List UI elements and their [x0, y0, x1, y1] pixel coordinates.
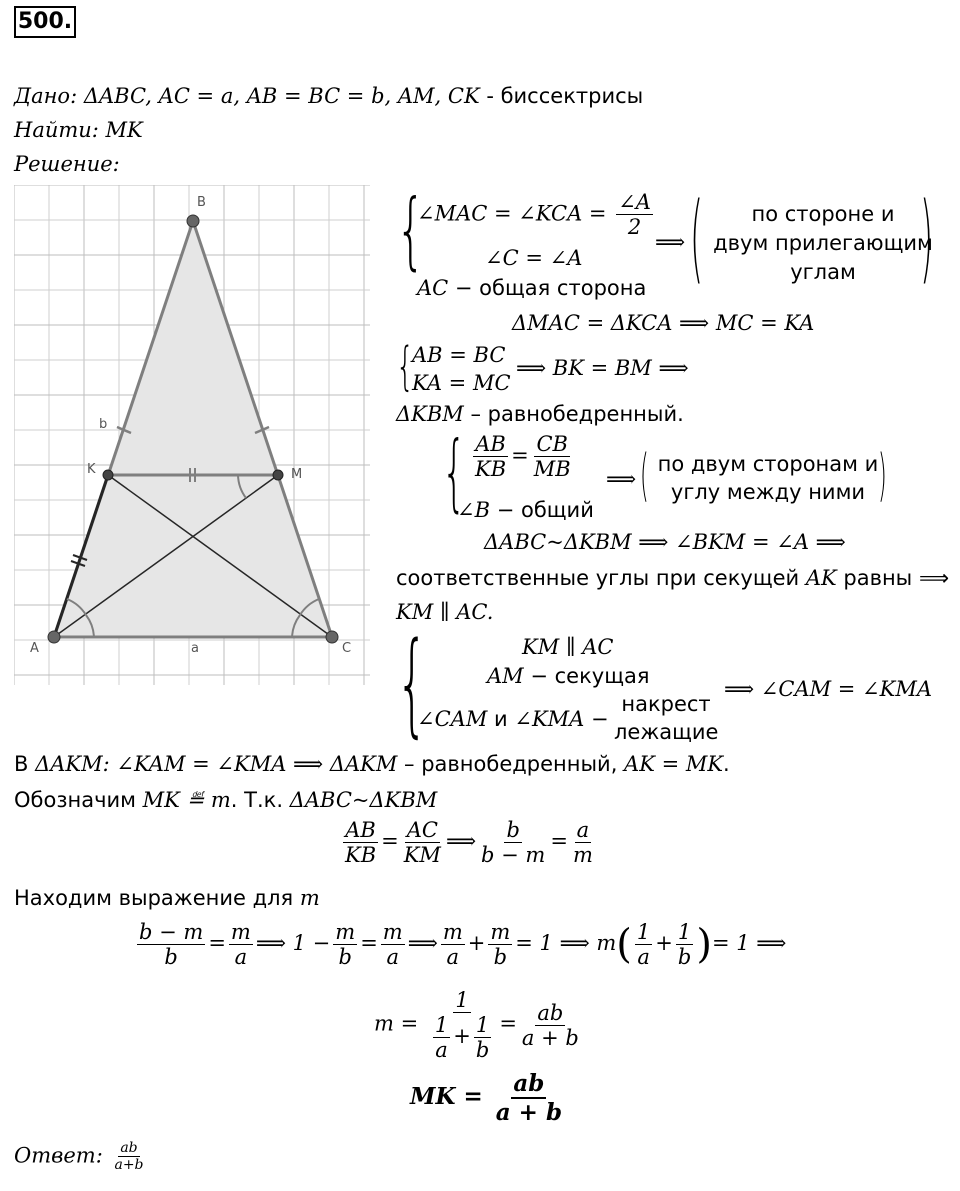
find-text: : MK: [91, 118, 143, 142]
step5-fractions: [470, 432, 576, 481]
step10-t3: .: [723, 752, 730, 776]
label-b: B: [197, 195, 206, 210]
step7-t: соответственные углы при секущей: [396, 566, 806, 590]
final-result: [410, 1070, 567, 1126]
step9-result: ⟹ ∠CAM = ∠KMA: [724, 677, 933, 701]
step1-reason-line1: по стороне и: [751, 202, 895, 226]
step14-frac4-num: m: [382, 920, 403, 944]
vertex-c: [326, 631, 338, 643]
final-result-den: a + b: [495, 1099, 563, 1126]
vertex-k: [103, 470, 113, 480]
step15-frac-a: [433, 1013, 450, 1062]
step5-line2-m: ∠B: [457, 498, 491, 522]
answer-label: Ответ:: [14, 1143, 103, 1168]
step12: [340, 818, 598, 867]
step9-line3-t: и: [487, 707, 515, 731]
step15-main-frac: [428, 988, 496, 1062]
label-k: K: [87, 462, 96, 477]
step14-frac3: [333, 920, 357, 969]
step15-frac-b: [474, 1013, 491, 1062]
step3-result: ⟹ BK = BM ⟹: [516, 356, 689, 380]
step5-eq: =: [511, 443, 529, 468]
step6: ΔABC~ΔKBM ⟹ ∠BKM = ∠A ⟹: [484, 530, 846, 554]
step14-frac4-den: a: [386, 945, 400, 969]
step14-frac3-num: m: [335, 920, 356, 944]
step11-m3: ΔABC~ΔKBM: [289, 788, 438, 812]
given-suffix: - биссектрисы: [479, 84, 644, 108]
step1-frac: [616, 190, 653, 239]
step15-rhs-den: a + b: [521, 1025, 579, 1050]
given-label: Дано: [14, 84, 71, 108]
step8: KM ∥ AC.: [396, 600, 494, 624]
step15-main-den: $\frac{1}{a}$ + $\frac{1}{b}$: [434, 1013, 490, 1062]
step14-frac1-num: b − m: [139, 920, 204, 944]
step1-line1: [417, 190, 656, 239]
paren-close-step5: ): [878, 443, 887, 508]
step5-line2-t: − общий: [490, 498, 594, 522]
step14-one-minus: ⟹ 1 −: [255, 931, 331, 955]
label-side-b: b: [99, 417, 108, 432]
brace-step1: {: [396, 181, 426, 279]
step15-lhs: m =: [374, 1011, 419, 1036]
paren-open-step1: (: [690, 182, 704, 294]
given-line: [14, 84, 643, 108]
step14-end: = 1 ⟹: [711, 931, 787, 955]
step9-line1: KM ∥ AC: [522, 635, 614, 659]
step1-line2: ∠C = ∠A: [485, 246, 583, 270]
vertex-a: [48, 631, 60, 643]
final-result-frac: [494, 1070, 564, 1126]
step14-frac6: [488, 920, 512, 969]
step12-arrow: ⟹: [445, 829, 477, 853]
step12-frac3-num: b: [506, 818, 520, 842]
step1-frac-num: ∠A: [618, 190, 651, 214]
step5-frac2: [532, 432, 573, 481]
step14-frac2-den: a: [234, 945, 248, 969]
step13-t: Находим выражение для: [14, 886, 300, 910]
final-result-lhs: MK =: [410, 1083, 483, 1110]
brace-step9: {: [396, 619, 429, 749]
step14-frac3-den: b: [338, 945, 352, 969]
step15-main-num: 1: [455, 988, 469, 1012]
step7: [396, 566, 949, 590]
step14-frac7-den: a: [637, 945, 650, 969]
step14-frac5-den: a: [446, 945, 460, 969]
paren-open-step5: (: [640, 443, 649, 508]
step7-m: AK: [805, 566, 837, 590]
label-a: A: [30, 641, 39, 656]
step13-m: m: [299, 886, 320, 910]
step15-frac-a-num: 1: [434, 1013, 449, 1037]
step5-arrow: ⟹: [606, 467, 637, 491]
step2: ΔMAC = ΔKCA ⟹ MC = KA: [512, 311, 815, 335]
step1-line3-m: AC: [417, 276, 449, 300]
step15-frac-b-den: b: [475, 1038, 490, 1062]
step12-frac2-den: KM: [403, 843, 441, 867]
step13: [14, 886, 320, 910]
step15-frac-a-den: a: [435, 1038, 448, 1062]
step5-reason-line2: углу между ними: [670, 480, 866, 504]
answer-line: [14, 1140, 149, 1173]
step10-m3: AK = MK: [624, 752, 724, 776]
answer-den: a+b: [114, 1157, 144, 1173]
answer-num: ab: [120, 1140, 138, 1156]
step1-reason: [708, 200, 938, 287]
step12-eq2: =: [550, 829, 568, 853]
step4: [396, 402, 684, 426]
step14: $\frac{b - m}{b}$ = $\frac{m}{a}$ ⟹ 1 − $\frac{m}{b}$ = $\frac{m}{a}$ ⟹ $\frac{m}{a}$ + $\frac{m}{b}$ = 1 ⟹ m( $\frac{1}{a}$ + $\frac{1}{b}$ )= 1 ⟹: [139, 920, 787, 969]
step5-frac2-num: CB: [536, 432, 568, 456]
step11-t1: Обозначим: [14, 788, 143, 812]
step14-frac5-num: m: [442, 920, 463, 944]
given-text: : ΔABC, AC = a, AB = BC = b, AM, CK: [70, 84, 480, 108]
step4-m: ΔKBM: [396, 402, 464, 426]
step4-t: – равнобедренный.: [463, 402, 684, 426]
step14-frac8-num: 1: [677, 920, 692, 944]
label-m: M: [291, 467, 303, 482]
step15-rhs-frac: [520, 1001, 581, 1050]
step9-line2-t: − секущая: [523, 664, 650, 688]
step11-m1: MK: [142, 788, 180, 812]
step9-line3-m2: ∠KMA: [514, 707, 585, 731]
label-side-a: a: [191, 641, 199, 656]
step11-def-sym: ≝: [186, 788, 205, 812]
answer-frac: [112, 1140, 145, 1173]
step1-reason-line3: углам: [790, 260, 856, 284]
step10-m2: : ∠KAM = ∠KMA ⟹ ΔAKM: [102, 752, 398, 776]
step11-m2: m: [210, 788, 231, 812]
step9-line2-m: AM: [487, 664, 524, 688]
step9-line2: [487, 664, 649, 688]
step12-frac4-den: m: [572, 843, 593, 867]
step12-eq1: =: [381, 829, 399, 853]
step1-line1-left: ∠MAC = ∠KCA =: [417, 201, 607, 226]
step14-frac5: [441, 920, 465, 969]
step1-line3: [417, 276, 646, 300]
step14-eq1: = 1 ⟹ m: [515, 931, 617, 955]
step12-frac3-den: b − m: [481, 843, 546, 867]
vertex-b: [187, 215, 199, 227]
step1-arrow: ⟹: [655, 230, 686, 254]
step5-reason-line1: по двум сторонам и: [657, 452, 879, 476]
step9-note-line1: накрест: [621, 692, 711, 716]
find-label: Найти: [14, 118, 92, 142]
triangle-figure: [14, 185, 370, 685]
step5-frac1-den: KB: [475, 457, 507, 481]
step9-line3-m1: ∠CAM: [417, 707, 488, 731]
find-line: [14, 118, 143, 142]
step12-frac2: [402, 818, 443, 867]
step10-m1: ΔAKM: [35, 752, 103, 776]
step14-frac7-num: 1: [636, 920, 651, 944]
step5-line2: [457, 498, 594, 522]
step11: [14, 788, 437, 812]
label-c: C: [342, 641, 352, 656]
step10-t1: В: [14, 752, 36, 776]
step15: m = 1 $\frac{1}{a}$ + $\frac{1}{b}$ = $\frac{ab}{a + b}$: [374, 988, 579, 1062]
step12-frac2-num: AC: [406, 818, 438, 842]
vertex-m: [273, 470, 283, 480]
step5-frac1-num: AB: [475, 432, 506, 456]
step5-frac2-den: MB: [533, 457, 571, 481]
step14-frac8: [676, 920, 693, 969]
step12-frac3: [479, 818, 547, 867]
step14-frac6-num: m: [490, 920, 511, 944]
paren-close-step1: ): [920, 182, 934, 294]
step1-reason-line2: двум прилегающим: [713, 231, 933, 255]
brace-step3: {: [396, 337, 415, 397]
step11-t2: . Т.к.: [230, 788, 290, 812]
step9-note: [614, 690, 718, 746]
step1-line3-t: − общая сторона: [448, 276, 647, 300]
step15-frac-b-num: 1: [475, 1013, 490, 1037]
problem-number: 500.: [14, 6, 76, 38]
step1-frac-den: 2: [627, 215, 642, 239]
step12-frac1-num: AB: [345, 818, 376, 842]
step12-frac4: [571, 818, 595, 867]
step7-t2: равны ⟹: [836, 566, 950, 590]
step14-frac2-num: m: [230, 920, 251, 944]
brace-step5: {: [442, 423, 467, 521]
step14-frac6-den: b: [493, 945, 508, 969]
step14-frac8-den: b: [677, 945, 692, 969]
step5-frac1: [473, 432, 508, 481]
step14-frac1-den: b: [164, 945, 178, 969]
step14-frac1: [137, 920, 205, 969]
solution-label: Решение:: [14, 152, 120, 176]
step3-line1: AB = BC: [412, 343, 506, 367]
step10: [14, 752, 730, 776]
step14-frac2: [229, 920, 253, 969]
final-result-num: ab: [513, 1070, 545, 1097]
step9-line3: [417, 707, 609, 731]
step14-frac4: [381, 920, 405, 969]
step14-frac7: [635, 920, 652, 969]
step9-note-line2: лежащие: [614, 720, 719, 744]
step12-frac4-num: a: [576, 818, 590, 842]
step15-rhs-num: ab: [537, 1000, 564, 1025]
step12-frac1: [343, 818, 378, 867]
step10-t2: – равнобедренный,: [397, 752, 625, 776]
step12-frac1-den: KB: [345, 843, 377, 867]
step5-reason: [650, 443, 887, 508]
step3-line2: KA = MC: [412, 371, 511, 395]
step9-line3-t2: −: [584, 707, 609, 731]
triangle-fill: [54, 221, 332, 637]
